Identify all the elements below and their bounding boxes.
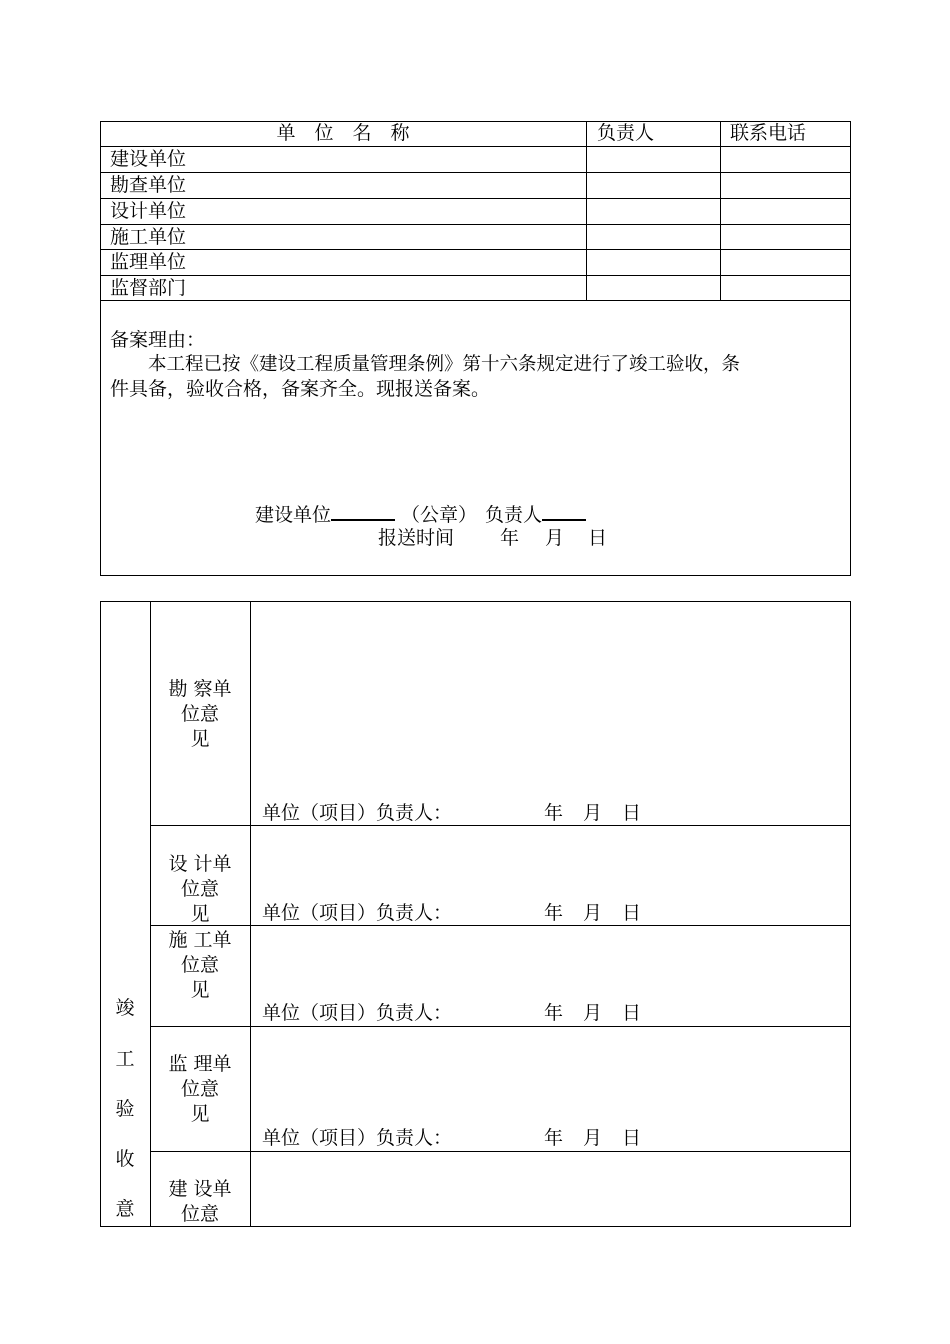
year-label: 年 [544, 902, 564, 924]
label-line: 施 工单 [168, 929, 232, 951]
month-label: 月 [583, 1127, 603, 1149]
row-label-design: 设计单位 [110, 200, 187, 222]
row-label-supervisor: 监理单位 [110, 251, 187, 273]
supervisor-sign-line [262, 1126, 641, 1150]
month-label: 月 [583, 802, 603, 824]
row-label-contractor: 施工单位 [110, 226, 187, 248]
section-divider [150, 825, 851, 826]
column-divider [720, 121, 721, 301]
seal-label: （公章） [401, 504, 478, 526]
header-person: 负责人 [597, 122, 655, 144]
column-divider [586, 121, 587, 301]
reason-line-2: 件具备，验收合格，备案齐全。现报送备案。 [110, 378, 491, 400]
row-label-oversight: 监督部门 [110, 277, 187, 299]
header-phone: 联系电话 [730, 122, 807, 144]
label-line: 建 设单 [168, 1178, 232, 1200]
sign-unit-blank [331, 501, 395, 521]
day-label: 日 [622, 902, 642, 924]
design-opinion-label [150, 852, 250, 927]
label-line: 见 [190, 903, 210, 925]
vertical-title-char: 收 [115, 1148, 135, 1170]
label-line: 位意 [180, 878, 219, 900]
sign-label: 单位（项目）负责人： [262, 902, 453, 924]
sign-label: 单位（项目）负责人： [262, 1127, 453, 1149]
day-label: 日 [588, 527, 608, 549]
label-line: 见 [190, 1103, 210, 1125]
section-divider [150, 925, 851, 926]
contractor-sign-line [262, 1001, 641, 1025]
label-line: 位意 [180, 703, 219, 725]
row-divider [100, 275, 851, 276]
year-label: 年 [544, 1127, 564, 1149]
day-label: 日 [622, 802, 642, 824]
reason-label: 备案理由： [110, 329, 206, 351]
row-divider [100, 249, 851, 250]
person-blank [542, 501, 586, 521]
reason-line-1: 本工程已按《建设工程质量管理条例》第十六条规定进行了竣工验收，条 [148, 354, 741, 375]
supervisor-opinion-label [150, 1052, 250, 1127]
vertical-title-char: 竣 [115, 997, 135, 1019]
section-divider [150, 1151, 851, 1152]
row-divider [100, 146, 851, 147]
vertical-title-char: 验 [115, 1098, 135, 1120]
report-time-label: 报送时间 [378, 527, 455, 549]
vertical-title-char: 意 [115, 1198, 135, 1220]
vertical-title-char: 工 [115, 1048, 135, 1070]
label-line: 位意 [180, 1203, 219, 1225]
year-label: 年 [500, 527, 520, 549]
label-line: 位意 [180, 954, 219, 976]
sign-label: 单位（项目）负责人： [262, 802, 453, 824]
label-line: 设 计单 [168, 853, 232, 875]
report-time-line [378, 526, 607, 550]
row-divider [100, 300, 851, 301]
label-line: 监 理单 [168, 1053, 232, 1075]
section-divider [150, 1026, 851, 1027]
month-label: 月 [583, 1002, 603, 1024]
header-unit-name: 单 位 名 称 [276, 122, 410, 144]
design-sign-line [262, 901, 641, 925]
row-label-construction: 建设单位 [110, 148, 187, 170]
day-label: 日 [622, 1127, 642, 1149]
row-divider [100, 198, 851, 199]
label-line: 位意 [180, 1078, 219, 1100]
contractor-opinion-label [150, 928, 250, 1003]
column-divider [250, 601, 251, 1227]
label-line: 勘 察单 [168, 678, 232, 700]
row-divider [100, 224, 851, 225]
sign-label: 单位（项目）负责人： [262, 1002, 453, 1024]
label-line: 见 [190, 979, 210, 1001]
year-label: 年 [544, 802, 564, 824]
day-label: 日 [622, 1002, 642, 1024]
construction-opinion-label [150, 1177, 250, 1227]
sign-unit-label: 建设单位 [255, 504, 332, 526]
sign-line [255, 501, 586, 527]
label-line: 见 [190, 728, 210, 750]
survey-sign-line [262, 801, 641, 825]
person-label: 负责人 [485, 504, 543, 526]
year-label: 年 [544, 1002, 564, 1024]
month-label: 月 [545, 527, 565, 549]
row-divider [100, 172, 851, 173]
month-label: 月 [583, 902, 603, 924]
row-label-survey: 勘查单位 [110, 174, 187, 196]
survey-opinion-label [150, 677, 250, 752]
